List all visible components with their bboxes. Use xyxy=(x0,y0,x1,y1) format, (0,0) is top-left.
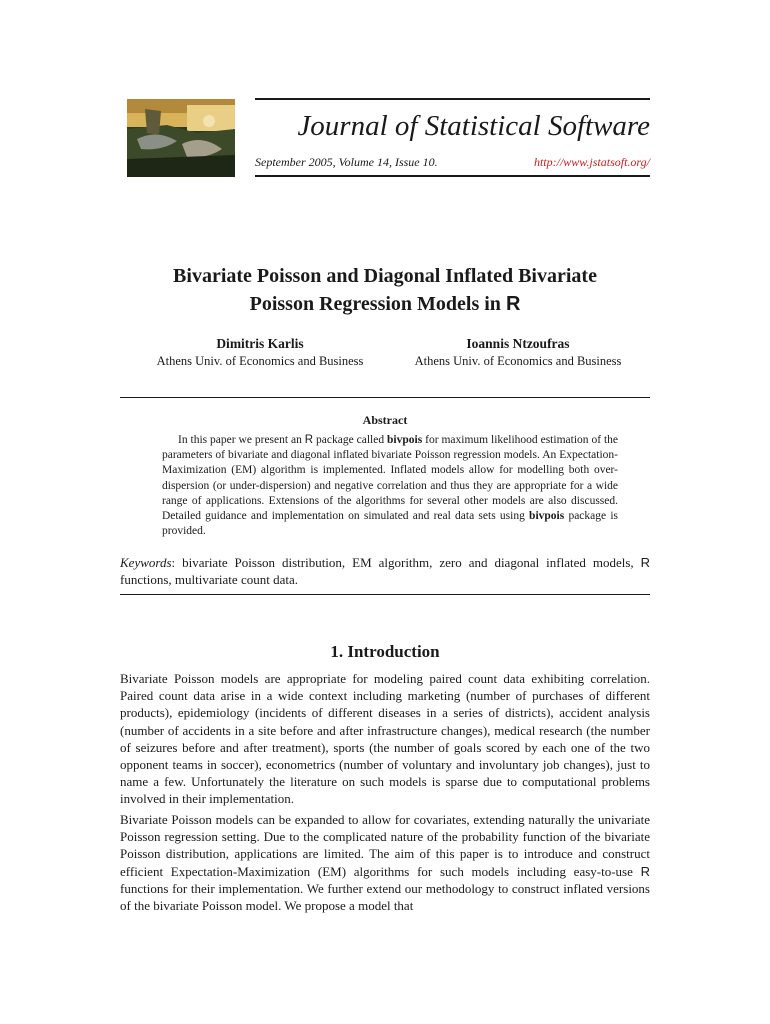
abstract-heading: Abstract xyxy=(362,413,408,427)
intro-paragraph-2-r: R xyxy=(640,863,650,879)
paper-title-line2-text: Poisson Regression Models in xyxy=(249,293,506,315)
abstract-text xyxy=(162,433,618,539)
paper-title-line1: Bivariate Poisson and Diagonal Inflated Bivariate xyxy=(173,265,597,287)
author-affiliation-2: Athens Univ. of Economics and Business xyxy=(414,354,622,368)
abstract-package-2: bivpois xyxy=(529,510,565,523)
keywords xyxy=(120,554,650,588)
paper-title-r: R xyxy=(505,293,521,315)
intro-paragraph-2-part-2: functions for their implementation. We further extend our methodology to construct inflated versions of the bivariate Poisson model. We propose a model that xyxy=(120,880,650,914)
intro-paragraph-2-part-1: Bivariate Poisson models can be expanded to allow for covariates, extending naturally the univariate Poisson regression setting. Due to the complicated nature of the probability function of the bivariate Poisson distribution, applications are limited. The aim of this paper is to introduce and construct efficient Expectation-Maximization (EM) algorithms for such models including easy-to-use xyxy=(120,812,650,879)
author-name-1: Dimitris Karlis xyxy=(216,336,304,351)
issue-info: September 2005, Volume 14, Issue 10. xyxy=(255,155,438,169)
keywords-text-1: : bivariate Poisson distribution, EM algorithm, zero and diagonal inflated models, xyxy=(171,555,641,570)
abstract-part-3: for maximum likelihood estimation of the parameters of bivariate and diagonal inflated bivariate Poisson regression models. An Expectation-Maximization (EM) algorithm is implemented. Inflated models allow for modelling both over-dispersion (or under-dispersion) and negative correlation and thus they are appropriate for a wide range of applications. Extensions of the algorithms for several other models are also discussed. Detailed guidance and implementation on simulated and real data sets using xyxy=(162,434,619,523)
abstract-part-4: package is provided. xyxy=(162,510,618,538)
section-heading-introduction: 1. Introduction xyxy=(330,642,440,661)
journal-logo-image xyxy=(127,99,235,177)
abstract-part-2: package called xyxy=(313,434,388,446)
header-bottom-rule xyxy=(255,175,650,177)
abstract-top-rule xyxy=(120,397,650,398)
abstract-package-1: bivpois xyxy=(387,434,423,446)
keywords-bottom-rule xyxy=(120,594,650,595)
keywords-label: Keywords xyxy=(120,555,172,570)
paper-title xyxy=(120,262,650,318)
author-name-2: Ioannis Ntzoufras xyxy=(466,336,570,351)
intro-paragraph-1: Bivariate Poisson models are appropriate for modeling paired count data exhibiting correlation. Paired count data arise in a wide context including marketing (number of purchases of different products), epidemiology (incidents of different diseases in a series of districts), accident analysis (number of accidents in a site before and after infrastructure changes), medical research (the number of seizures before and after treatment), sports (the number of goals scored by each one of the two opponent teams in soccer), econometrics (number of voluntary and involuntary job changes), just to name a few. Unfortunately the literature on such models is sparse due to computational problems involved in their implementation. xyxy=(120,671,650,807)
keywords-text-2: functions, multivariate count data. xyxy=(120,572,298,587)
intro-paragraph-2 xyxy=(120,811,650,914)
abstract-part-1: In this paper we present an xyxy=(178,434,305,446)
header-top-rule xyxy=(255,98,650,100)
abstract-r-1: R xyxy=(304,434,314,446)
journal-title: Journal of Statistical Software xyxy=(297,110,650,142)
keywords-r: R xyxy=(640,555,650,570)
paper-title-line2 xyxy=(120,290,650,318)
author-affiliation-1: Athens Univ. of Economics and Business xyxy=(156,354,364,368)
journal-url-link[interactable]: http://www.jstatsoft.org/ xyxy=(533,155,650,169)
